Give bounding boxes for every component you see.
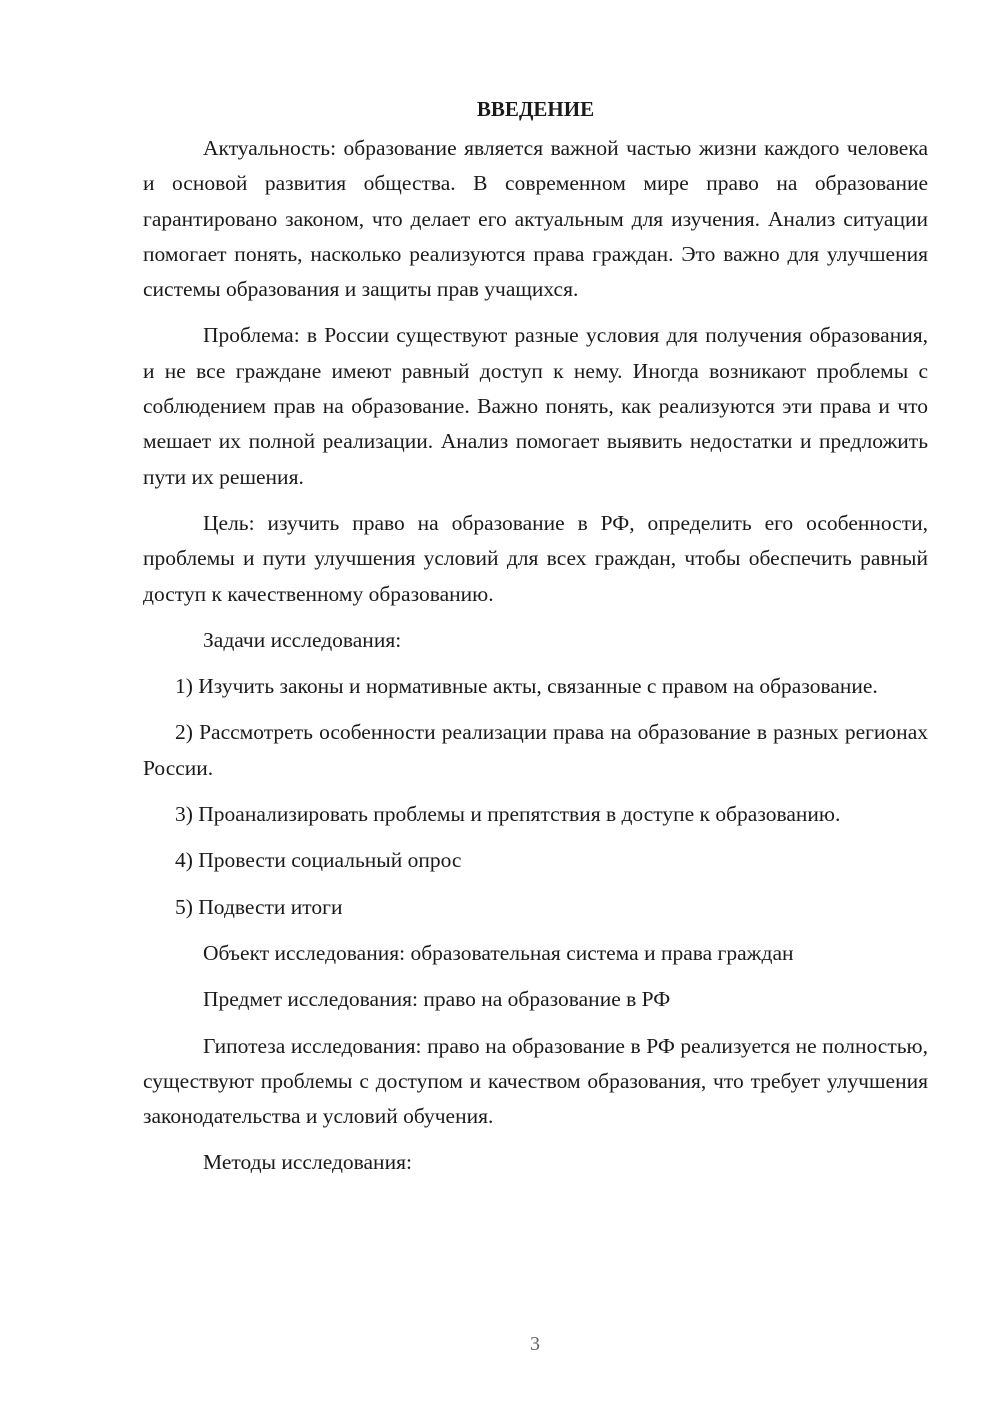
task-item-1: 1) Изучить законы и нормативные акты, связанные с правом на образование. [175,674,878,699]
page-number: 3 [530,1333,540,1355]
task-item-5: 5) Подвести итоги [175,894,343,919]
relevance-paragraph: Актуальность: образование является важной частью жизни каждого человека и основой развития общества. В современном мире право на образование гарантировано законом, что делает его актуальным для изучения. Анализ ситуации помогает понять, насколько реализуются права граждан. Это важно для улучшения системы образования и защиты прав учащихся. [143,136,928,302]
page-content [143,92,928,1181]
research-object: Объект исследования: образовательная система и права граждан [203,940,794,965]
task-item-3: 3) Проанализировать проблемы и препятствия в доступе к образованию. [175,802,841,827]
methods-heading: Методы исследования: [203,1150,412,1175]
research-subject: Предмет исследования: право на образование в РФ [203,987,671,1012]
task-item-2: 2) Рассмотреть особенности реализации права на образование в разных регионах России. [143,720,928,780]
goal-paragraph: Цель: изучить право на образование в РФ, определить его особенности, проблемы и пути улучшения условий для всех граждан, чтобы обеспечить равный доступ к качественному образованию. [143,510,928,606]
page-title: ВВЕДЕНИЕ [476,97,595,121]
tasks-heading: Задачи исследования: [203,627,402,652]
problem-paragraph: Проблема: в России существуют разные условия для получения образования, и не все граждане имеют равный доступ к нему. Иногда возникают проблемы с соблюдением прав на образование. Важно понять, как реализуются эти права и что мешает их полной реализации. Анализ помогает выявить недостатки и предложить пути их решения. [143,323,928,489]
research-hypothesis: Гипотеза исследования: право на образование в РФ реализуется не полностью, существуют проблемы с доступом и качеством образования, что требует улучшения законодательства и условий обучения. [143,1033,928,1129]
task-item-4: 4) Провести социальный опрос [175,848,462,873]
